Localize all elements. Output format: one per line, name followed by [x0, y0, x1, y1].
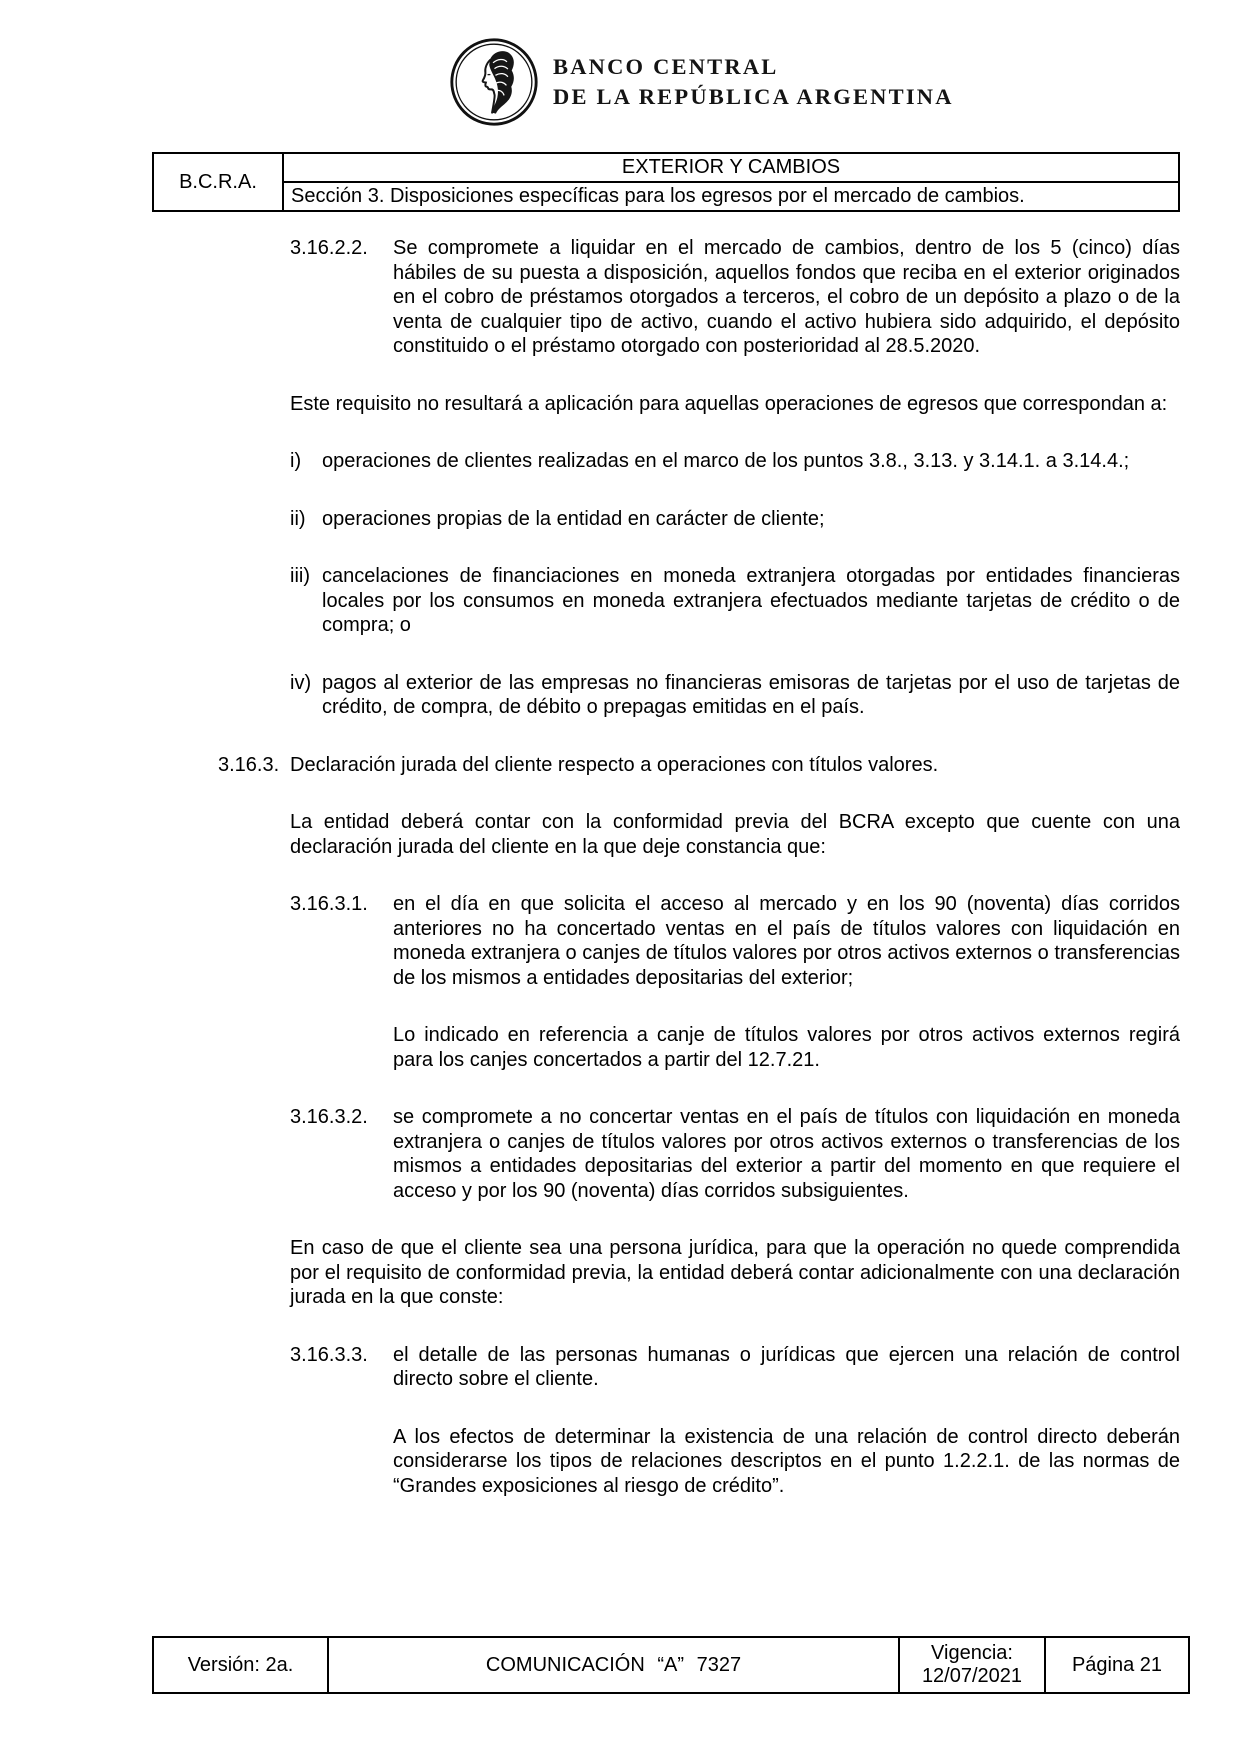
paragraph-text: Se compromete a liquidar en el mercado de cambios, dentro de los 5 (cinco) días hábiles de su puesta a disposición, aquellos fondos que reciba en el exterior originados en el cobro de préstamos otorgados a terceros, el cobro de un depósito a plazo o de la venta de cualquier tipo de activo, cuando el activo hubiera sido adquirido, el depósito constituido o el préstamo otorgado con posterioridad al 28.5.2020.: [393, 237, 1180, 357]
validity-date: 12/07/2021: [921, 1665, 1023, 1687]
list-item-i: [290, 449, 1180, 474]
paragraph-3-16-3-1: [290, 892, 1180, 990]
list-item-iii: [290, 564, 1180, 638]
document-body: [218, 236, 1180, 1531]
bank-name-line1: BANCO CENTRAL: [553, 54, 779, 79]
paragraph-en-caso: En caso de que el cliente sea una persona jurídica, para que la operación no quede comprendida por el requisito de conformidad previa, la entidad deberá contar adicionalmente con una declaración jurada en la que conste:: [290, 1237, 1180, 1308]
validity-label: Vigencia:: [931, 1642, 1013, 1664]
paragraph-text: el detalle de las personas humanas o jurídicas que ejercen una relación de control directo sobre el cliente.: [393, 1343, 1180, 1390]
paragraph-este-requisito: Este requisito no resultará a aplicación para aquellas operaciones de egresos que correspondan a:: [290, 392, 1168, 415]
paragraph-3-16-3-3: [290, 1343, 1180, 1392]
list-item-iv: [290, 671, 1180, 720]
bcra-seal-icon: [448, 36, 540, 128]
version-cell: Versión: 2a.: [153, 1637, 328, 1693]
paragraph-number: 3.16.3.3.: [290, 1343, 368, 1366]
header-table: [152, 152, 1180, 212]
bank-name: [553, 52, 954, 112]
list-item-text: operaciones propias de la entidad en carácter de cliente;: [322, 507, 825, 530]
list-item-ii: [290, 507, 1180, 532]
paragraph-number: 3.16.3.1.: [290, 893, 368, 915]
paragraph-a-los-efectos: A los efectos de determinar la existencia de una relación de control directo deberán considerarse los tipos de relaciones descriptos en el punto 1.2.2.1. de las normas de “Grandes exposiciones al riesgo de crédito”.: [393, 1425, 1180, 1497]
section-title: EXTERIOR Y CAMBIOS: [283, 153, 1179, 182]
bcra-logo-block: [448, 36, 954, 128]
paragraph-text: se compromete a no concertar ventas en el país de títulos con liquidación en moneda extranjera o canjes de títulos valores por otros activos externos o transferencias de los mismos a entidades depositarias del exterior a partir del momento en que requiere el acceso y por los 90 (noventa) días corridos subsiguientes.: [393, 1106, 1180, 1202]
paragraph-number: 3.16.3.2.: [290, 1106, 368, 1128]
heading-3-16-3: [218, 753, 1180, 778]
paragraph-number: 3.16.2.2.: [290, 237, 368, 259]
list-marker: iii): [290, 565, 310, 587]
validity-cell: [899, 1637, 1045, 1693]
list-item-text: cancelaciones de financiaciones en moneda extranjera otorgadas por entidades financieras locales por los consumos en moneda extranjera efectuados mediante tarjetas de crédito o de compra; o: [322, 565, 1180, 636]
bank-name-line2: DE LA REPÚBLICA ARGENTINA: [553, 84, 954, 109]
org-abbreviation: B.C.R.A.: [153, 153, 283, 211]
paragraph-3-16-2-2: [290, 236, 1180, 359]
heading-number: 3.16.3.: [218, 753, 280, 776]
footer-table: [152, 1636, 1190, 1694]
list-marker: ii): [290, 507, 306, 530]
paragraph-la-entidad: La entidad deberá contar con la conformidad previa del BCRA excepto que cuente con una declaración jurada del cliente en la que deje constancia que:: [290, 811, 1180, 858]
list-marker: i): [290, 450, 302, 472]
communication-cell: COMUNICACIÓN “A” 7327: [328, 1637, 899, 1693]
list-marker: iv): [290, 671, 312, 694]
paragraph-3-16-3-2: [290, 1105, 1180, 1203]
list-item-text: pagos al exterior de las empresas no financieras emisoras de tarjetas por el uso de tarjetas de crédito, de compra, de débito o prepagas emitidas en el país.: [322, 671, 1180, 718]
paragraph-text: en el día en que solicita el acceso al mercado y en los 90 (noventa) días corridos anteriores no ha concertado ventas en el país de títulos valores con liquidación en moneda extranjera o canjes de títulos valores por otros activos externos o transferencias de los mismos a entidades depositarias del exterior;: [393, 893, 1180, 989]
heading-text: Declaración jurada del cliente respecto a operaciones con títulos valores.: [290, 753, 939, 776]
list-item-text: operaciones de clientes realizadas en el marco de los puntos 3.8., 3.13. y 3.14.1. a 3.14.4.;: [322, 450, 1130, 472]
section-subtitle: Sección 3. Disposiciones específicas para los egresos por el mercado de cambios.: [283, 182, 1179, 211]
paragraph-lo-indicado: Lo indicado en referencia a canje de títulos valores por otros activos externos regirá para los canjes concertados a partir del 12.7.21.: [393, 1024, 1180, 1071]
page-number-cell: Página 21: [1045, 1637, 1189, 1693]
